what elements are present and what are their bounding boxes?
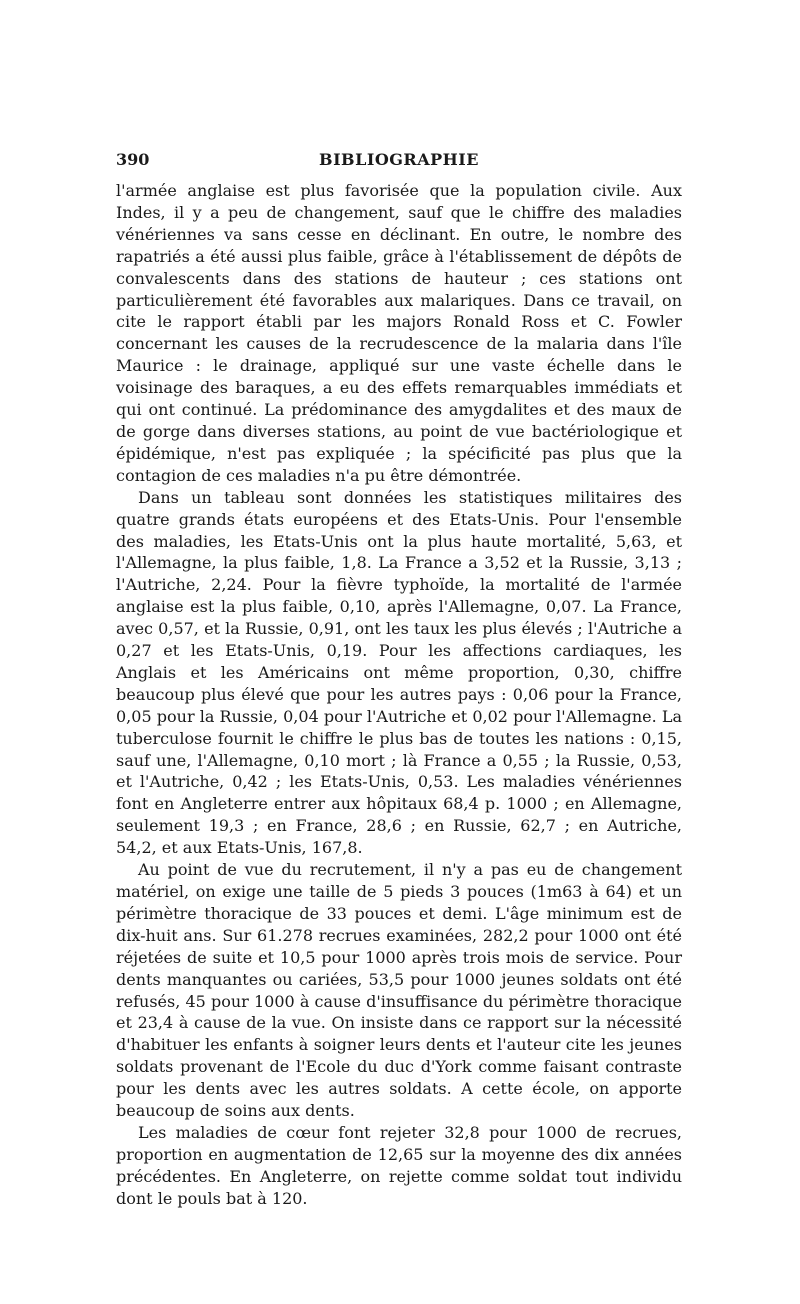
page-header bbox=[116, 150, 682, 180]
paragraph: Au point de vue du recrutement, il n'y a pas eu de changement matériel, on exige une taille de 5 pieds 3 pouces (1m63 à 64) et un périmètre thoracique de 33 pouces et demi. L'âge minimum est de dix-huit ans. Sur 61.278 recrues examinées, 282,2 pour 1000 ont été réjetées de suite et 10,5 pour 1000 après trois mois de service. Pour dents manquantes ou cariées, 53,5 pour 1000 jeunes soldats ont été refusés, 45 pour 1000 à cause d'insuffisance du périmètre thoracique et 23,4 à cause de la vue. On insiste dans ce rapport sur la nécessité d'habituer les enfants à soigner leurs dents et l'auteur cite les jeunes soldats provenant de l'Ecole du duc d'York comme faisant contraste pour les dents avec les autres soldats. A cette école, on apporte beaucoup de soins aux dents. bbox=[116, 860, 682, 1121]
running-title: BIBLIOGRAPHIE bbox=[319, 150, 479, 169]
paragraph: Les maladies de cœur font rejeter 32,8 pour 1000 de recrues, proportion en augmentation de 12,65 sur la moyenne des dix années précédentes. En Angleterre, on rejette comme soldat tout individu dont le pouls bat à 120. bbox=[116, 1122, 682, 1208]
paragraph: Dans un tableau sont données les statistiques militaires des quatre grands états européens et des Etats-Unis. Pour l'ensemble des maladies, les Etats-Unis ont la plus haute mortalité, 5,63, et l'Allemagne, la plus faible, 1,8. La France a 3,52 et la Russie, 3,13 ; l'Autriche, 2,24. Pour la fièvre typhoïde, la mortalité de l'armée anglaise est la plus faible, 0,10, après l'Allemagne, 0,07. La France, avec 0,57, et la Russie, 0,91, ont les taux les plus élevés ; l'Autriche a 0,27 et les Etats-Unis, 0,19. Pour les affections cardiaques, les Anglais et les Américains ont même proportion, 0,30, chiffre beaucoup plus élevé que pour les autres pays : 0,06 pour la France, 0,05 pour la Russie, 0,04 pour l'Autriche et 0,02 pour l'Allemagne. La tuberculose fournit le chiffre le plus bas de toutes les nations : 0,15, sauf une, l'Allemagne, 0,10 mort ; là France a 0,55 ; la Russie, 0,53, et l'Autriche, 0,42 ; les Etats-Unis, 0,53. Les maladies vénériennes font en Angleterre entrer aux hôpitaux 68,4 p. 1000 ; en Allemagne, seulement 19,3 ; en France, 28,6 ; en Russie, 62,7 ; en Autriche, 54,2, et aux Etats-Unis, 167,8. bbox=[116, 487, 682, 858]
book-page bbox=[116, 150, 682, 1210]
paragraph: l'armée anglaise est plus favorisée que la population civile. Aux Indes, il y a peu de changement, sauf que le chiffre des maladies vénériennes va sans cesse en déclinant. En outre, le nombre des rapatriés a été aussi plus faible, grâce à l'établissement de dépôts de convalescents dans des stations de hauteur ; ces stations ont particulièrement été favorables aux malariques. Dans ce travail, on cite le rapport établi par les majors Ronald Ross et C. Fowler concernant les causes de la recrudescence de la malaria dans l'île Maurice : le drainage, appliqué sur une vaste échelle dans le voisinage des baraques, a eu des effets remarquables immédiats et qui ont continué. La prédominance des amygdalites et des maux de de gorge dans diverses stations, au point de vue bactériologique et épidémique, n'est pas expliquée ; la spécificité pas plus que la contagion de ces maladies n'a pu être démontrée. bbox=[116, 181, 682, 485]
page-number: 390 bbox=[116, 150, 150, 169]
body-text bbox=[116, 180, 682, 1210]
